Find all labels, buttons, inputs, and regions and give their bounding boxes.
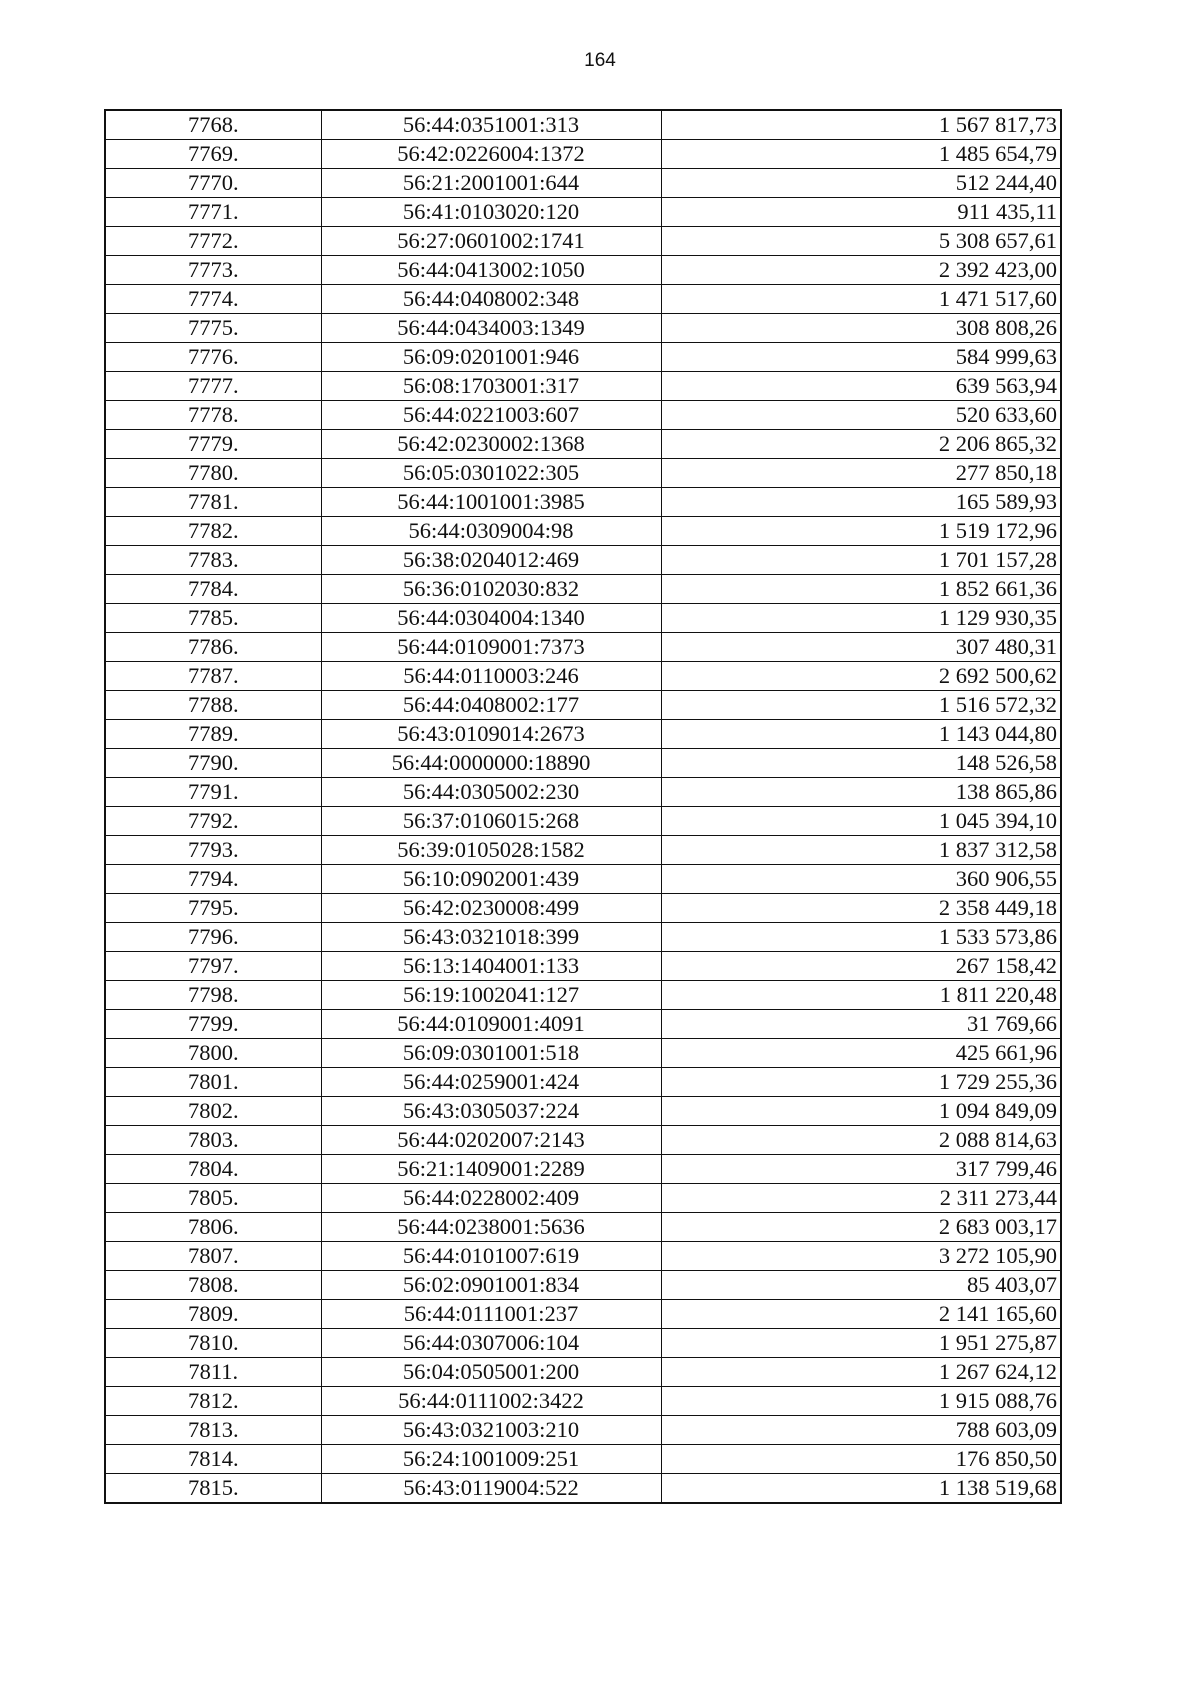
cadastral-number-cell: 56:02:0901001:834 bbox=[321, 1271, 661, 1300]
table-row bbox=[105, 1271, 1061, 1300]
cadastral-number-cell: 56:42:0230002:1368 bbox=[321, 430, 661, 459]
row-number-cell: 7798. bbox=[105, 981, 321, 1010]
cadastral-number-cell: 56:36:0102030:832 bbox=[321, 575, 661, 604]
table-row bbox=[105, 227, 1061, 256]
table-row bbox=[105, 1184, 1061, 1213]
table-row bbox=[105, 807, 1061, 836]
value-cell: 2 141 165,60 bbox=[661, 1300, 1061, 1329]
row-number-cell: 7796. bbox=[105, 923, 321, 952]
row-number-cell: 7792. bbox=[105, 807, 321, 836]
row-number-cell: 7795. bbox=[105, 894, 321, 923]
cadastral-number-cell: 56:41:0103020:120 bbox=[321, 198, 661, 227]
cadastral-number-cell: 56:37:0106015:268 bbox=[321, 807, 661, 836]
table-row bbox=[105, 1126, 1061, 1155]
value-cell: 1 471 517,60 bbox=[661, 285, 1061, 314]
row-number-cell: 7811. bbox=[105, 1358, 321, 1387]
row-number-cell: 7788. bbox=[105, 691, 321, 720]
cadastral-number-cell: 56:24:1001009:251 bbox=[321, 1445, 661, 1474]
table-row bbox=[105, 1039, 1061, 1068]
row-number-cell: 7769. bbox=[105, 140, 321, 169]
table-row bbox=[105, 1068, 1061, 1097]
table-row bbox=[105, 198, 1061, 227]
value-cell: 1 811 220,48 bbox=[661, 981, 1061, 1010]
table-row bbox=[105, 1474, 1061, 1504]
table-row bbox=[105, 488, 1061, 517]
cadastral-number-cell: 56:43:0321018:399 bbox=[321, 923, 661, 952]
table-row bbox=[105, 169, 1061, 198]
value-cell: 1 094 849,09 bbox=[661, 1097, 1061, 1126]
cadastral-number-cell: 56:44:0309004:98 bbox=[321, 517, 661, 546]
row-number-cell: 7786. bbox=[105, 633, 321, 662]
value-cell: 85 403,07 bbox=[661, 1271, 1061, 1300]
cadastral-number-cell: 56:44:0221003:607 bbox=[321, 401, 661, 430]
cadastral-number-cell: 56:43:0321003:210 bbox=[321, 1416, 661, 1445]
value-cell: 2 692 500,62 bbox=[661, 662, 1061, 691]
cadastral-number-cell: 56:44:0434003:1349 bbox=[321, 314, 661, 343]
row-number-cell: 7790. bbox=[105, 749, 321, 778]
row-number-cell: 7780. bbox=[105, 459, 321, 488]
value-cell: 1 729 255,36 bbox=[661, 1068, 1061, 1097]
cadastral-number-cell: 56:43:0109014:2673 bbox=[321, 720, 661, 749]
cadastral-number-cell: 56:42:0226004:1372 bbox=[321, 140, 661, 169]
table-row bbox=[105, 1445, 1061, 1474]
table-row bbox=[105, 546, 1061, 575]
row-number-cell: 7768. bbox=[105, 110, 321, 140]
cadastral-number-cell: 56:44:0238001:5636 bbox=[321, 1213, 661, 1242]
row-number-cell: 7802. bbox=[105, 1097, 321, 1126]
cadastral-number-cell: 56:44:0408002:348 bbox=[321, 285, 661, 314]
value-cell: 5 308 657,61 bbox=[661, 227, 1061, 256]
value-cell: 2 206 865,32 bbox=[661, 430, 1061, 459]
cadastral-number-cell: 56:04:0505001:200 bbox=[321, 1358, 661, 1387]
table-row bbox=[105, 517, 1061, 546]
value-cell: 165 589,93 bbox=[661, 488, 1061, 517]
row-number-cell: 7808. bbox=[105, 1271, 321, 1300]
table-row bbox=[105, 430, 1061, 459]
value-cell: 277 850,18 bbox=[661, 459, 1061, 488]
value-cell: 1 915 088,76 bbox=[661, 1387, 1061, 1416]
row-number-cell: 7794. bbox=[105, 865, 321, 894]
cadastral-number-cell: 56:44:0109001:7373 bbox=[321, 633, 661, 662]
cadastral-number-cell: 56:27:0601002:1741 bbox=[321, 227, 661, 256]
table-row bbox=[105, 343, 1061, 372]
value-cell: 1 533 573,86 bbox=[661, 923, 1061, 952]
value-cell: 2 311 273,44 bbox=[661, 1184, 1061, 1213]
table-row bbox=[105, 140, 1061, 169]
row-number-cell: 7809. bbox=[105, 1300, 321, 1329]
row-number-cell: 7776. bbox=[105, 343, 321, 372]
cadastral-number-cell: 56:44:0101007:619 bbox=[321, 1242, 661, 1271]
cadastral-number-cell: 56:44:0304004:1340 bbox=[321, 604, 661, 633]
value-cell: 788 603,09 bbox=[661, 1416, 1061, 1445]
row-number-cell: 7778. bbox=[105, 401, 321, 430]
table-row bbox=[105, 720, 1061, 749]
value-cell: 1 567 817,73 bbox=[661, 110, 1061, 140]
cadastral-number-cell: 56:44:0109001:4091 bbox=[321, 1010, 661, 1039]
row-number-cell: 7785. bbox=[105, 604, 321, 633]
value-cell: 1 485 654,79 bbox=[661, 140, 1061, 169]
table-row bbox=[105, 1213, 1061, 1242]
value-cell: 425 661,96 bbox=[661, 1039, 1061, 1068]
row-number-cell: 7815. bbox=[105, 1474, 321, 1504]
table-row bbox=[105, 1097, 1061, 1126]
value-cell: 138 865,86 bbox=[661, 778, 1061, 807]
table-row bbox=[105, 1010, 1061, 1039]
value-cell: 1 701 157,28 bbox=[661, 546, 1061, 575]
row-number-cell: 7779. bbox=[105, 430, 321, 459]
cadastral-number-cell: 56:43:0305037:224 bbox=[321, 1097, 661, 1126]
cadastral-number-cell: 56:44:0111001:237 bbox=[321, 1300, 661, 1329]
table-row bbox=[105, 691, 1061, 720]
value-cell: 639 563,94 bbox=[661, 372, 1061, 401]
table-row bbox=[105, 1329, 1061, 1358]
value-cell: 1 129 930,35 bbox=[661, 604, 1061, 633]
cadastral-number-cell: 56:09:0201001:946 bbox=[321, 343, 661, 372]
table-row bbox=[105, 401, 1061, 430]
row-number-cell: 7806. bbox=[105, 1213, 321, 1242]
table-row bbox=[105, 372, 1061, 401]
value-cell: 31 769,66 bbox=[661, 1010, 1061, 1039]
cadastral-number-cell: 56:21:2001001:644 bbox=[321, 169, 661, 198]
table-row bbox=[105, 952, 1061, 981]
cadastral-number-cell: 56:39:0105028:1582 bbox=[321, 836, 661, 865]
table-row bbox=[105, 1155, 1061, 1184]
cadastral-number-cell: 56:38:0204012:469 bbox=[321, 546, 661, 575]
cadastral-number-cell: 56:10:0902001:439 bbox=[321, 865, 661, 894]
row-number-cell: 7799. bbox=[105, 1010, 321, 1039]
value-cell: 1 951 275,87 bbox=[661, 1329, 1061, 1358]
value-cell: 520 633,60 bbox=[661, 401, 1061, 430]
value-cell: 3 272 105,90 bbox=[661, 1242, 1061, 1271]
value-cell: 317 799,46 bbox=[661, 1155, 1061, 1184]
row-number-cell: 7771. bbox=[105, 198, 321, 227]
cadastral-value-table bbox=[104, 109, 1062, 1504]
row-number-cell: 7772. bbox=[105, 227, 321, 256]
value-cell: 148 526,58 bbox=[661, 749, 1061, 778]
value-cell: 2 683 003,17 bbox=[661, 1213, 1061, 1242]
cadastral-number-cell: 56:44:0110003:246 bbox=[321, 662, 661, 691]
cadastral-number-cell: 56:44:0305002:230 bbox=[321, 778, 661, 807]
row-number-cell: 7791. bbox=[105, 778, 321, 807]
table-row bbox=[105, 314, 1061, 343]
row-number-cell: 7801. bbox=[105, 1068, 321, 1097]
value-cell: 1 837 312,58 bbox=[661, 836, 1061, 865]
row-number-cell: 7783. bbox=[105, 546, 321, 575]
value-cell: 307 480,31 bbox=[661, 633, 1061, 662]
value-cell: 1 519 172,96 bbox=[661, 517, 1061, 546]
value-cell: 1 045 394,10 bbox=[661, 807, 1061, 836]
row-number-cell: 7813. bbox=[105, 1416, 321, 1445]
table-row bbox=[105, 894, 1061, 923]
table-row bbox=[105, 865, 1061, 894]
table-row bbox=[105, 749, 1061, 778]
cadastral-number-cell: 56:44:0111002:3422 bbox=[321, 1387, 661, 1416]
value-cell: 267 158,42 bbox=[661, 952, 1061, 981]
value-cell: 176 850,50 bbox=[661, 1445, 1061, 1474]
row-number-cell: 7810. bbox=[105, 1329, 321, 1358]
row-number-cell: 7773. bbox=[105, 256, 321, 285]
cadastral-number-cell: 56:44:0202007:2143 bbox=[321, 1126, 661, 1155]
row-number-cell: 7789. bbox=[105, 720, 321, 749]
cadastral-number-cell: 56:44:0413002:1050 bbox=[321, 256, 661, 285]
row-number-cell: 7812. bbox=[105, 1387, 321, 1416]
cadastral-number-cell: 56:42:0230008:499 bbox=[321, 894, 661, 923]
table-row bbox=[105, 1242, 1061, 1271]
value-cell: 1 852 661,36 bbox=[661, 575, 1061, 604]
table-row bbox=[105, 633, 1061, 662]
table-body bbox=[105, 110, 1061, 1503]
table-row bbox=[105, 256, 1061, 285]
row-number-cell: 7777. bbox=[105, 372, 321, 401]
value-cell: 911 435,11 bbox=[661, 198, 1061, 227]
value-cell: 1 516 572,32 bbox=[661, 691, 1061, 720]
row-number-cell: 7793. bbox=[105, 836, 321, 865]
row-number-cell: 7781. bbox=[105, 488, 321, 517]
cadastral-number-cell: 56:44:0000000:18890 bbox=[321, 749, 661, 778]
value-cell: 1 267 624,12 bbox=[661, 1358, 1061, 1387]
value-cell: 360 906,55 bbox=[661, 865, 1061, 894]
cadastral-number-cell: 56:44:0351001:313 bbox=[321, 110, 661, 140]
cadastral-number-cell: 56:13:1404001:133 bbox=[321, 952, 661, 981]
table-row bbox=[105, 778, 1061, 807]
row-number-cell: 7807. bbox=[105, 1242, 321, 1271]
value-cell: 584 999,63 bbox=[661, 343, 1061, 372]
table-row bbox=[105, 459, 1061, 488]
table-row bbox=[105, 575, 1061, 604]
table-row bbox=[105, 1300, 1061, 1329]
table-row bbox=[105, 836, 1061, 865]
table-row bbox=[105, 604, 1061, 633]
table-row bbox=[105, 1416, 1061, 1445]
value-cell: 1 143 044,80 bbox=[661, 720, 1061, 749]
value-cell: 2 358 449,18 bbox=[661, 894, 1061, 923]
row-number-cell: 7775. bbox=[105, 314, 321, 343]
value-cell: 2 392 423,00 bbox=[661, 256, 1061, 285]
table-row bbox=[105, 1387, 1061, 1416]
cadastral-number-cell: 56:44:0228002:409 bbox=[321, 1184, 661, 1213]
row-number-cell: 7784. bbox=[105, 575, 321, 604]
cadastral-number-cell: 56:19:1002041:127 bbox=[321, 981, 661, 1010]
table-row bbox=[105, 923, 1061, 952]
table-row bbox=[105, 110, 1061, 140]
row-number-cell: 7814. bbox=[105, 1445, 321, 1474]
row-number-cell: 7803. bbox=[105, 1126, 321, 1155]
row-number-cell: 7805. bbox=[105, 1184, 321, 1213]
cadastral-number-cell: 56:44:0408002:177 bbox=[321, 691, 661, 720]
row-number-cell: 7774. bbox=[105, 285, 321, 314]
cadastral-number-cell: 56:44:0307006:104 bbox=[321, 1329, 661, 1358]
row-number-cell: 7787. bbox=[105, 662, 321, 691]
table-row bbox=[105, 285, 1061, 314]
row-number-cell: 7770. bbox=[105, 169, 321, 198]
row-number-cell: 7782. bbox=[105, 517, 321, 546]
table-row bbox=[105, 981, 1061, 1010]
cadastral-number-cell: 56:05:0301022:305 bbox=[321, 459, 661, 488]
page-number: 164 bbox=[584, 50, 616, 71]
row-number-cell: 7797. bbox=[105, 952, 321, 981]
table-row bbox=[105, 1358, 1061, 1387]
cadastral-number-cell: 56:43:0119004:522 bbox=[321, 1474, 661, 1504]
value-cell: 2 088 814,63 bbox=[661, 1126, 1061, 1155]
value-cell: 1 138 519,68 bbox=[661, 1474, 1061, 1504]
cadastral-number-cell: 56:44:0259001:424 bbox=[321, 1068, 661, 1097]
cadastral-number-cell: 56:21:1409001:2289 bbox=[321, 1155, 661, 1184]
row-number-cell: 7800. bbox=[105, 1039, 321, 1068]
cadastral-number-cell: 56:08:1703001:317 bbox=[321, 372, 661, 401]
value-cell: 308 808,26 bbox=[661, 314, 1061, 343]
table-row bbox=[105, 662, 1061, 691]
cadastral-number-cell: 56:44:1001001:3985 bbox=[321, 488, 661, 517]
cadastral-number-cell: 56:09:0301001:518 bbox=[321, 1039, 661, 1068]
row-number-cell: 7804. bbox=[105, 1155, 321, 1184]
value-cell: 512 244,40 bbox=[661, 169, 1061, 198]
